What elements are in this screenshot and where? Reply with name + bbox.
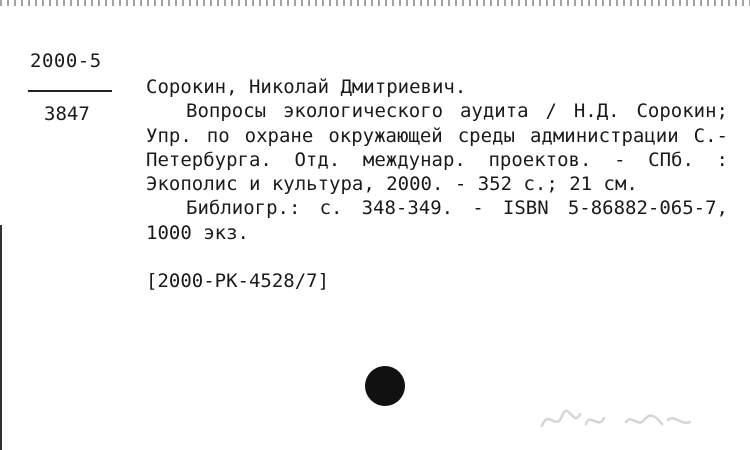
card-number-rule: [28, 90, 112, 92]
top-edge-perforation: [0, 0, 750, 6]
bibliography-note: Библиогр.: с. 348-349. - ISBN 5-86882-065-7, 1000 экз.: [146, 197, 728, 244]
card-number-bottom: 3847: [44, 103, 90, 125]
title-description: Вопросы экологического аудита / Н.Д. Сорокин; Упр. по охране окружающей среды администрации С.-Петербурга. Отд. междунар. проектов. - СПб. : Экополис и культура, 2000. - 352 с.; 21 см.: [146, 100, 728, 196]
author-heading: Сорокин, Николай Дмитриевич.: [146, 76, 467, 98]
control-number: [2000-РК-4528/7]: [146, 270, 330, 293]
entry-spacer: [146, 245, 728, 269]
punch-hole: [365, 366, 405, 406]
catalog-entry: [146, 75, 728, 293]
faded-handwritten-stamp: [540, 402, 700, 438]
card-number-top: 2000-5: [30, 50, 102, 72]
card-left-edge: [0, 225, 2, 450]
